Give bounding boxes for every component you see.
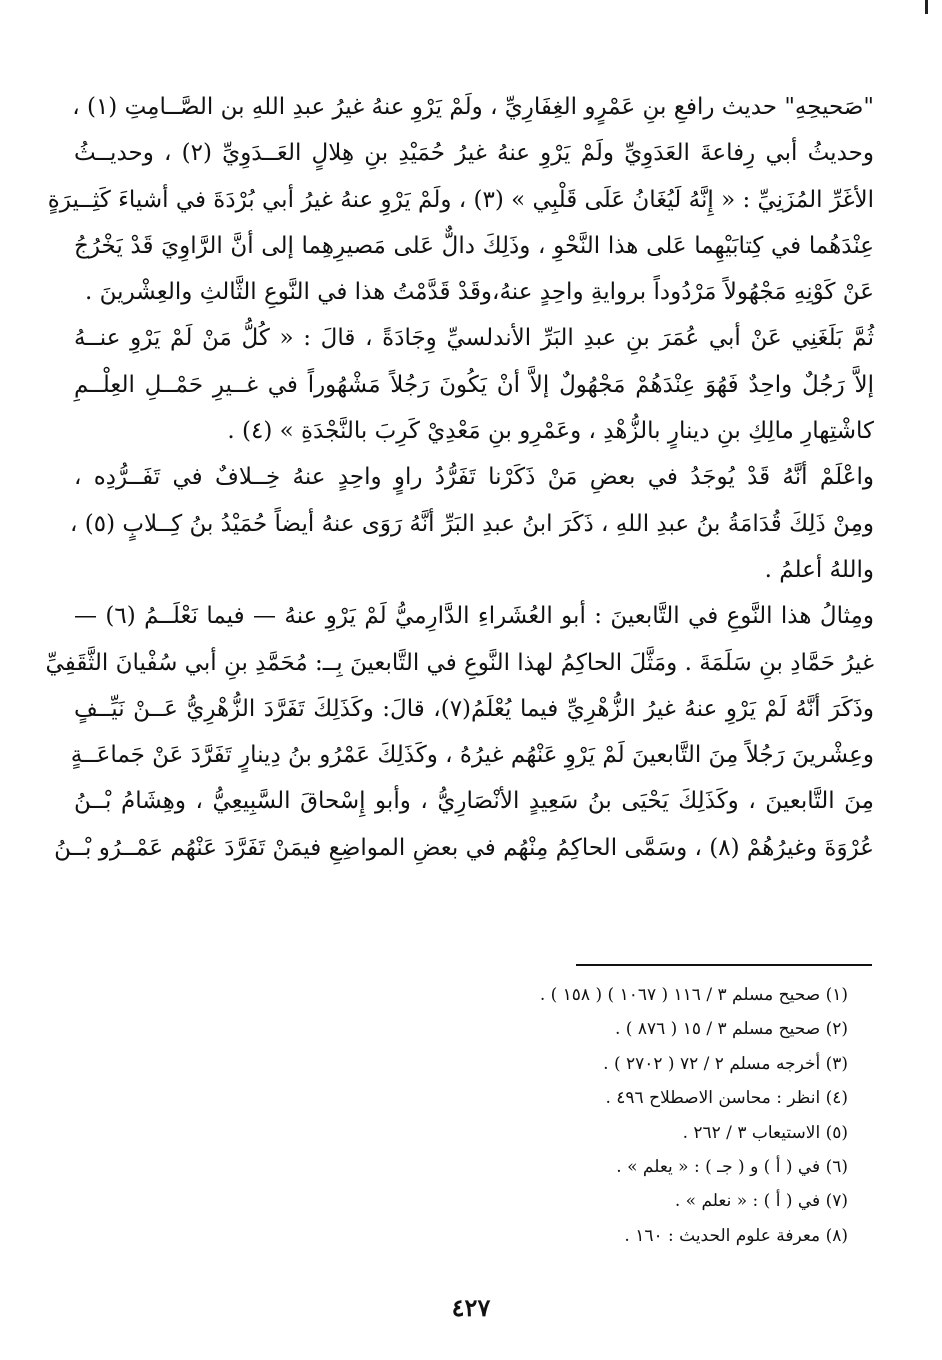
footnote: (٢) صحيح مسلم ٣ / ١٥ ( ٨٧٦ ) .: [614, 1019, 848, 1040]
footnote: (٥) الاستيعاب ٣ / ٢٦٢ .: [682, 1122, 848, 1143]
footnote: (٨) معرفة علوم الحديث : ١٦٠ .: [624, 1225, 848, 1246]
text-line: وحديثُ أبي رِفاعةَ العَدَوِيِّ ولَمْ يَرْوِ عنهُ غيرُ حُمَيْدِ بنِ هِلالٍ العَــدَوِيِّ (٢) ، وحديــثُ: [74, 140, 874, 167]
text-line: غيرُ حَمَّادِ بنِ سَلَمَةَ . ومَثَّلَ الحاكِمُ لهذا النَّوعِ في التَّابعينَ بِــ: مُحَمَّدِ بنِ أبي سُفْيانَ الثَّقَفِيِّ: [45, 649, 874, 676]
corner-mark: [925, 0, 928, 14]
text-line: كاشْتِهارِ مالِكِ بنِ دينارٍ بالزُّهْدِ ، وعَمْرِو بنِ مَعْدِيْ كَرِبَ بالنَّجْدَةِ » (٤) .: [227, 418, 874, 445]
main-text: [45, 84, 874, 871]
text-line: واللهُ أعلمُ .: [764, 556, 874, 583]
footnotes: [300, 978, 848, 1253]
text-line: مِنَ التَّابعينَ ، وكَذَلِكَ يَحْيَى بنُ سَعِيدٍ الأنْصَارِيُّ ، وأبو إِسْحاقَ السَّبِيعِيُّ ، وهِشَامُ بْــنُ: [74, 788, 874, 815]
footnote: (٤) انظر : محاسن الاصطلاح ٤٩٦ .: [605, 1088, 848, 1109]
text-line: إلاَّ رَجُلٌ واحِدٌ فَهُوَ عِنْدَهُمْ مَجْهُولٌ إلاَّ أنْ يَكُونَ رَجُلاً مَشْهُوراً في غــيرِ حَمْــلِ العِلْــمِ: [74, 371, 874, 398]
text-line: ومِنْ ذَلِكَ قُدَامَةُ بنُ عبدِ اللهِ ، ذَكَرَ ابنُ عبدِ البَرِّ أنَّهُ رَوَى عنهُ أيضاً حُمَيْدُ بنُ كِــلابٍ (٥) ،: [69, 510, 874, 537]
text-line: واعْلَمْ أنَّهُ قَدْ يُوجَدُ في بعضِ مَنْ ذَكَرْنا تَفَرُّدُ راوٍ واحِدٍ عنهُ خِــلافٌ في تَفَــرُّدِه ،: [74, 464, 874, 491]
footnote: (٦) في ( أ ) و ( جـ ) : « يعلم » .: [616, 1157, 848, 1178]
text-line: الأغَرِّ المُزَنِيِّ : « إِنَّهُ لَيُغَانُ عَلَى قَلْبِي » (٣) ، ولَمْ يَرْوِ عنهُ غيرُ أبي بُرْدَةَ في أشياءَ كَثِــيرَةٍ: [47, 186, 874, 213]
text-line: "صَحيحِهِ" حديث رافعِ بنِ عَمْرٍو الغِفَارِيِّ ، ولَمْ يَرْوِ عنهُ غيرُ عبدِ اللهِ بن الصَّــامِتِ (١) ،: [72, 94, 874, 120]
footnote-separator: [576, 964, 872, 966]
text-line: عَنْ كَوْنِهِ مَجْهُولاً مَرْدُوداً بروايةِ واحِدٍ عنهُ،وقَدْ قَدَّمْتُ هذا في النَّوعِ الثَّالثِ والعِشْرينَ .: [85, 279, 874, 306]
footnote: (٧) في ( أ ) : « نعلم » .: [674, 1191, 848, 1212]
footnote: (٣) أخرجه مسلم ٢ / ٧٢ ( ٢٧٠٢ ) .: [603, 1053, 848, 1074]
text-line: ثُمَّ بَلَغَنِي عَنْ أبي عُمَرَ بنِ عبدِ البَرِّ الأندلسيِّ وِجَادَةً ، قالَ : « كُلُّ مَنْ لَمْ يَرْوِ عنــهُ: [74, 325, 874, 352]
text-line: عُرْوَةَ وغيرُهُمْ (٨) ، وسَمَّى الحاكِمُ مِنْهُم في بعضِ المواضِعِ فيمَنْ تَفَرَّدَ عَنْهُم عَمْــرُو بْــنُ: [54, 834, 874, 861]
text-line: ومِثالُ هذا النَّوعِ في التَّابعينَ : أبو العُشَراءِ الدَّارِميُّ لَمْ يَرْوِ عنهُ — فيما نَعْلَــمُ (٦) —: [74, 603, 874, 630]
text-line: وذَكَرَ أنَّهُ لَمْ يَرْوِ عنهُ غيرُ الزُّهْرِيِّ فيما يُعْلَمُ(٧)، قالَ: وكَذَلِكَ تَفَرَّدَ الزُّهْرِيُّ عَــنْ نَيِّــفٍ: [74, 695, 874, 722]
footnote: (١) صحيح مسلم ٣ / ١١٦ ( ١٠٦٧ ) ( ١٥٨ ) .: [539, 985, 848, 1005]
text-line: وعِشْرينَ رَجُلاً مِنَ التَّابعينَ لَمْ يَرْوِ عَنْهُم غيرُهُ ، وكَذَلِكَ عَمْرُو بنُ دِينارٍ تَفَرَّدَ عَنْ جَماعَــةٍ: [70, 742, 874, 769]
text-line: عِنْدَهُما في كِتابَيْهِما عَلى هذا النَّحْوِ ، وذَلِكَ دالٌّ عَلى مَصيرِهِما إلى أنَّ الرَّاوِيَ قَدْ يَخْرُجُ: [74, 232, 874, 259]
page-number: ٤٢٧: [451, 1293, 491, 1322]
